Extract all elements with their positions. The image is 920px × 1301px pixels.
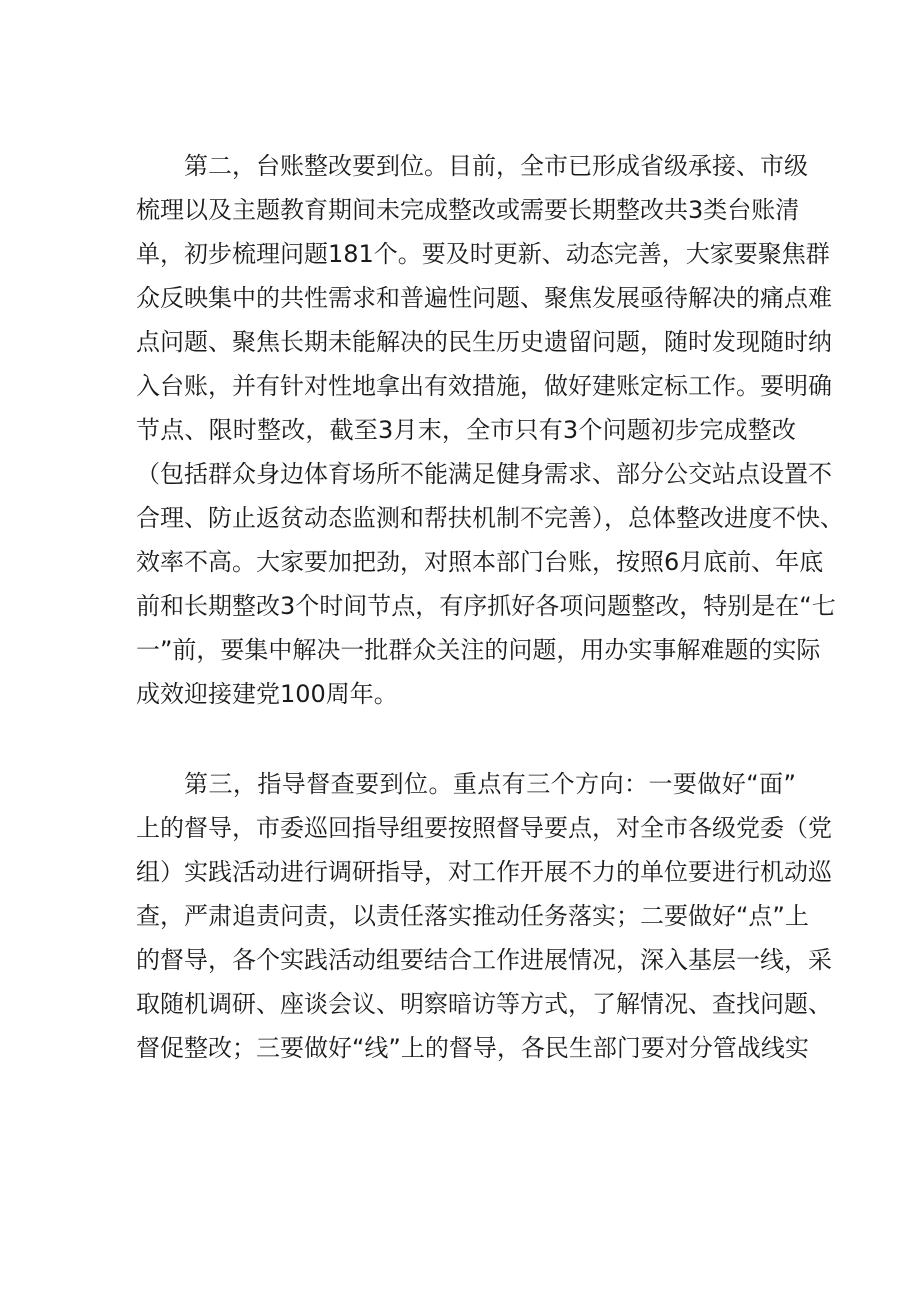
text-line: 众反映集中的共性需求和普遍性问题、聚焦发展亟待解决的痛点难 <box>136 284 832 312</box>
text-line: 第三，指导督查要到位。重点有三个方向：一要做好“面” <box>184 770 796 798</box>
text-line: 点问题、聚焦长期未能解决的民生历史遗留问题，随时发现随时纳 <box>136 328 832 356</box>
text-line: 前和长期整改3个时间节点，有序抓好各项问题整改，特别是在“七 <box>136 592 836 620</box>
text-line: 梳理以及主题教育期间未完成整改或需要长期整改共3类台账清 <box>136 196 800 224</box>
text-line: 合理、防止返贫动态监测和帮扶机制不完善），总体整改进度不快、 <box>136 504 844 532</box>
paragraph-ledger-rectification <box>136 144 844 716</box>
text-line: 督促整改；三要做好“线”上的督导，各民生部门要对分管战线实 <box>136 1034 809 1062</box>
text-line: 效率不高。大家要加把劲，对照本部门台账，按照6月底前、年底 <box>136 548 824 576</box>
text-line: （包括群众身边体育场所不能满足健身需求、部分公交站点设置不 <box>136 460 832 488</box>
text-line: 入台账，并有针对性地拿出有效措施，做好建账定标工作。要明确 <box>136 372 832 400</box>
text-line: 单，初步梳理问题181个。要及时更新、动态完善，大家要聚焦群 <box>136 240 830 268</box>
text-line: 组）实践活动进行调研指导，对工作开展不力的单位要进行机动巡 <box>136 858 832 886</box>
text-line: 第二，台账整改要到位。目前，全市已形成省级承接、市级 <box>184 152 808 180</box>
text-line: 成效迎接建党100周年。 <box>136 680 398 708</box>
text-line: 的督导，各个实践活动组要结合工作进展情况，深入基层一线，采 <box>136 946 832 974</box>
paragraph-supervision-inspection <box>136 762 832 1070</box>
text-line: 取随机调研、座谈会议、明察暗访等方式，了解情况、查找问题、 <box>136 990 832 1018</box>
text-line: 查，严肃追责问责，以责任落实推动任务落实；二要做好“点”上 <box>136 902 809 930</box>
text-line: 节点、限时整改，截至3月末，全市只有3个问题初步完成整改 <box>136 416 796 444</box>
text-line: 上的督导，市委巡回指导组要按照督导要点，对全市各级党委（党 <box>136 814 832 842</box>
text-line: 一”前，要集中解决一批群众关注的问题，用办实事解难题的实际 <box>136 636 821 664</box>
